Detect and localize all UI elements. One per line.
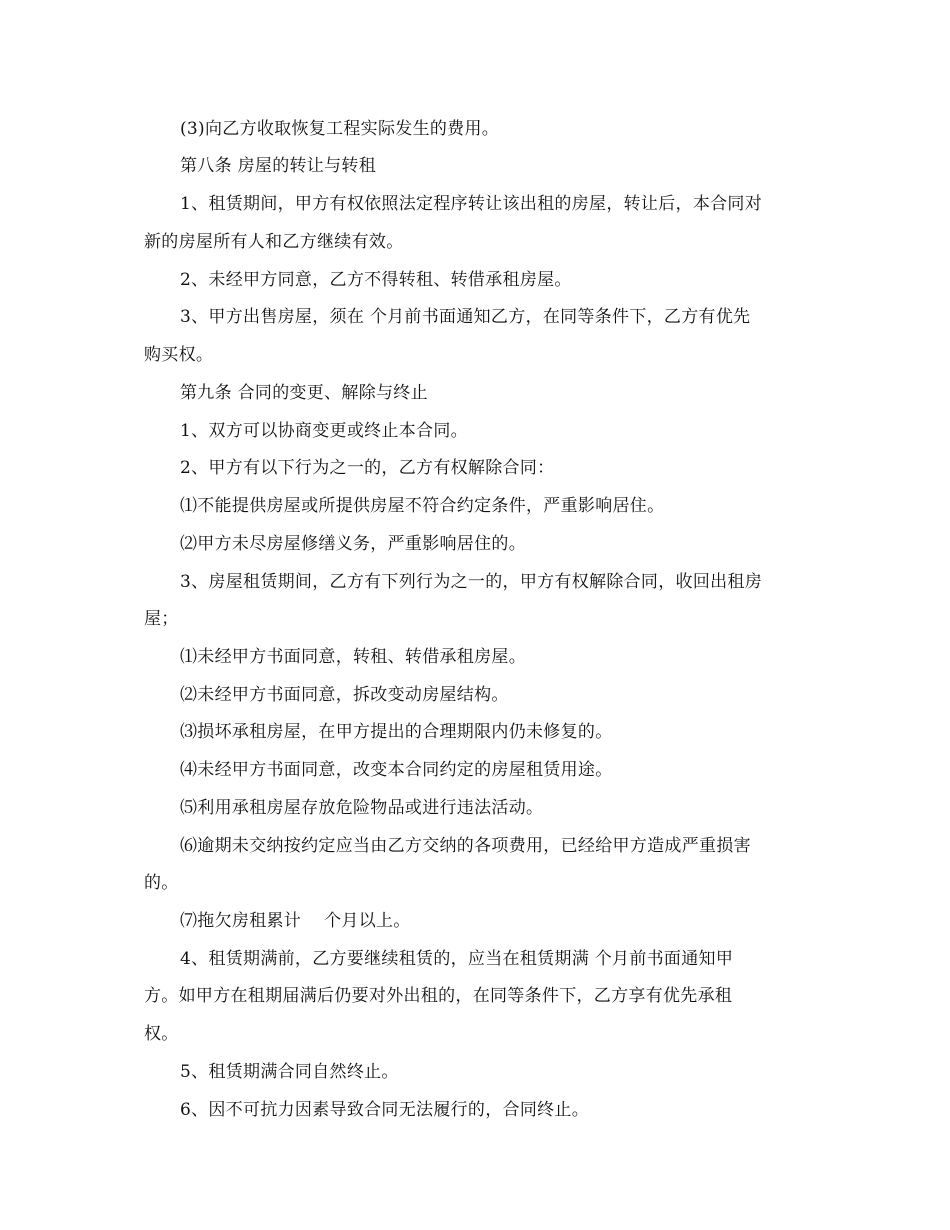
article-9-heading: 第九条 合同的变更、解除与终止 (180, 383, 428, 403)
article-8-item-2: 2、未经甲方同意，乙方不得转租、转借承租房屋。 (180, 270, 572, 290)
article-8-heading: 第八条 房屋的转让与转租 (180, 156, 377, 176)
article-9-item-4-line-2: 方。如甲方在租期届满后仍要对外出租的，在同等条件下，乙方享有优先承租 (144, 986, 733, 1006)
article-8-item-3-line-1: 3、甲方出售房屋，须在 个月前书面通知乙方，在同等条件下，乙方有优先 (180, 307, 751, 327)
article-9-item-3-sub-7: ⑺拖欠房租累计 个月以上。 (180, 911, 411, 931)
article-9-item-3-sub-5: ⑸利用承租房屋存放危险物品或进行违法活动。 (180, 798, 544, 818)
article-9-item-2-sub-1: ⑴不能提供房屋或所提供房屋不符合约定条件，严重影响居住。 (180, 496, 665, 516)
article-9-item-3-sub-6-line-2: 的。 (144, 873, 179, 893)
article-9-item-3-sub-3: ⑶损坏承租房屋，在甲方提出的合理期限内仍未修复的。 (180, 722, 613, 742)
article-8-item-1-line-1: 1、租赁期间，甲方有权依照法定程序转让该出租的房屋，转让后，本合同对 (180, 194, 763, 214)
article-9-item-3-sub-4: ⑷未经甲方书面同意，改变本合同约定的房屋租赁用途。 (180, 760, 613, 780)
article-9-item-3-sub-6-line-1: ⑹逾期未交纳按约定应当由乙方交纳的各项费用，已经给甲方造成严重损害 (180, 836, 751, 856)
article-9-item-4-line-1: 4、租赁期满前，乙方要继续租赁的，应当在租赁期满 个月前书面通知甲 (180, 949, 734, 969)
article-9-item-4-line-3: 权。 (144, 1024, 179, 1044)
article-9-item-3-sub-1: ⑴未经甲方书面同意，转租、转借承租房屋。 (180, 647, 526, 667)
article-9-item-3-sub-2: ⑵未经甲方书面同意，拆改变动房屋结构。 (180, 685, 509, 705)
article-8-item-1-line-2: 新的房屋所有人和乙方继续有效。 (144, 232, 404, 252)
article-9-item-2-sub-2: ⑵甲方未尽房屋修缮义务，严重影响居住的。 (180, 534, 526, 554)
article-9-item-5: 5、租赁期满合同自然终止。 (180, 1062, 399, 1082)
article-9-item-3-line-2: 屋； (144, 609, 179, 629)
article-8-item-3-line-2: 购买权。 (144, 345, 214, 365)
clause-7-item-3: (3)向乙方收取恢复工程实际发生的费用。 (180, 119, 500, 139)
article-9-item-6: 6、因不可抗力因素导致合同无法履行的，合同终止。 (180, 1100, 590, 1120)
article-9-item-2: 2、甲方有以下行为之一的，乙方有权解除合同： (180, 458, 555, 478)
article-9-item-1: 1、双方可以协商变更或终止本合同。 (180, 421, 468, 441)
article-9-item-3-line-1: 3、房屋租赁期间，乙方有下列行为之一的，甲方有权解除合同，收回出租房 (180, 572, 763, 592)
